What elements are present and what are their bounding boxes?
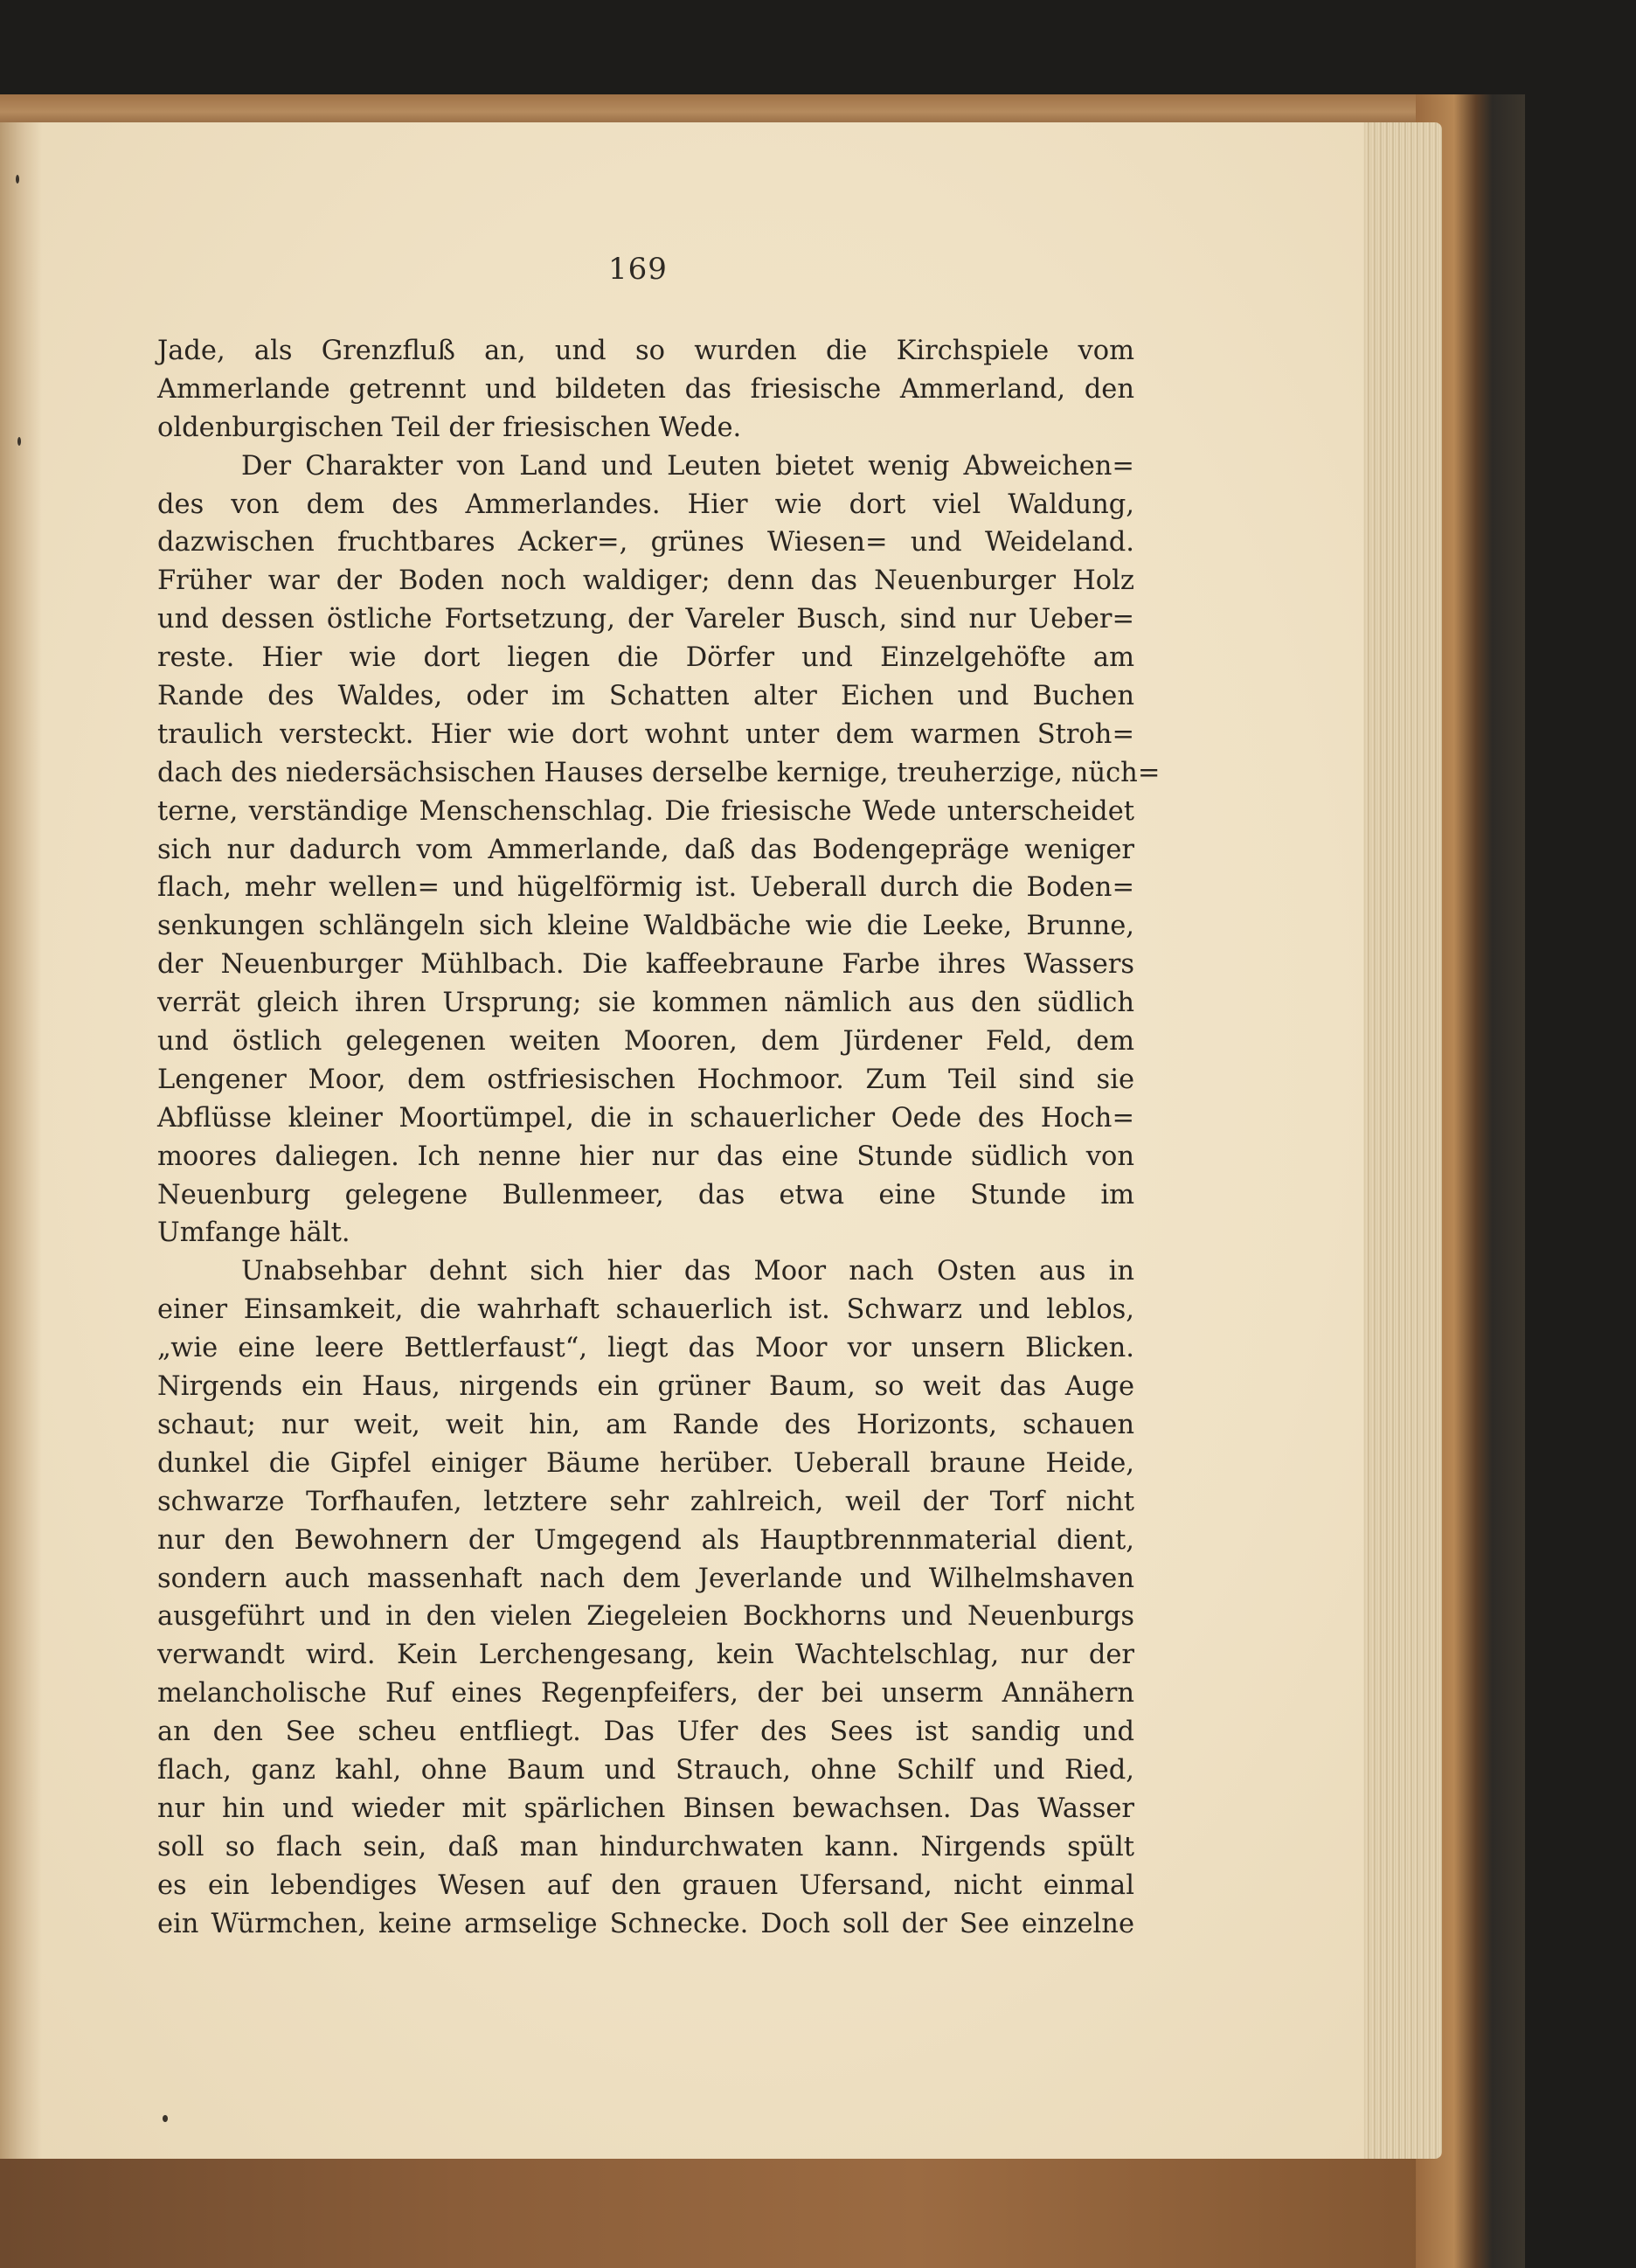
text-line: Neuenburg gelegene Bullenmeer, das etwa eine Stunde im	[157, 1179, 1134, 1210]
paper-speck	[163, 2115, 168, 2122]
text-line: sondern auch massenhaft nach dem Jeverlande und Wilhelmshaven	[157, 1563, 1134, 1594]
text-line: flach, mehr wellen= und hügelförmig ist. Ueberall durch die Boden=	[157, 872, 1134, 904]
paper-speck	[17, 437, 21, 446]
text-line: dach des niedersächsischen Hauses derselbe kernige, treuherzige, nüch=	[157, 757, 1161, 788]
text-line: sich nur dadurch vom Ammerlande, daß das Bodengepräge weniger	[157, 834, 1134, 865]
text-line: einer Einsamkeit, die wahrhaft schauerlich ist. Schwarz und leblos,	[157, 1294, 1134, 1326]
text-line: oldenburgischen Teil der friesischen Wede.	[157, 412, 742, 443]
text-line: es ein lebendiges Wesen auf den grauen Ufersand, nicht einmal	[157, 1869, 1134, 1901]
text-line: schaut; nur weit, weit hin, am Rande des Horizonts, schauen	[157, 1409, 1134, 1440]
body-text	[157, 332, 1161, 1943]
text-line: „wie eine leere Bettlerfaust“, liegt das Moor vor unsern Blicken.	[157, 1333, 1134, 1364]
text-line: Ammerlande getrennt und bildeten das friesische Ammerland, den	[157, 373, 1134, 405]
text-line: moores daliegen. Ich nenne hier nur das eine Stunde südlich von	[157, 1141, 1134, 1172]
text-line: senkungen schlängeln sich kleine Waldbäche wie die Leeke, Brunne,	[157, 911, 1134, 942]
text-line: melancholische Ruf eines Regenpfeifers, der bei unserm Annähern	[157, 1678, 1134, 1710]
text-line: Früher war der Boden noch waldiger; denn das Neuenburger Holz	[157, 565, 1134, 597]
text-line: der Neuenburger Mühlbach. Die kaffeebraune Farbe ihres Wassers	[157, 949, 1134, 981]
text-line: Der Charakter von Land und Leuten bietet wenig Abweichen=	[241, 450, 1134, 482]
text-line: flach, ganz kahl, ohne Baum und Strauch, ohne Schilf und Ried,	[157, 1754, 1134, 1786]
text-line: des von dem des Ammerlandes. Hier wie dort viel Waldung,	[157, 489, 1134, 520]
text-line: Unabsehbar dehnt sich hier das Moor nach Osten aus in	[241, 1256, 1134, 1287]
paper-speck	[16, 175, 19, 184]
text-line: an den See scheu entfliegt. Das Ufer des Sees ist sandig und	[157, 1717, 1134, 1748]
text-line: dunkel die Gipfel einiger Bäume herüber. Ueberall braune Heide,	[157, 1447, 1134, 1479]
text-line: terne, verständige Menschenschlag. Die friesische Wede unterscheidet	[157, 795, 1134, 827]
text-line: dazwischen fruchtbares Acker=, grünes Wiesen= und Weideland.	[157, 527, 1134, 558]
text-line: nur hin und wieder mit spärlichen Binsen bewachsen. Das Wasser	[157, 1793, 1134, 1824]
text-line: Abflüsse kleiner Moortümpel, die in schauerlicher Oede des Hoch=	[157, 1102, 1134, 1134]
text-line: nur den Bewohnern der Umgegend als Hauptbrennmaterial dient,	[157, 1524, 1134, 1556]
text-line: verwandt wird. Kein Lerchengesang, kein Wachtelschlag, nur der	[157, 1640, 1134, 1671]
text-line: Lengener Moor, dem ostfriesischen Hochmoor. Zum Teil sind sie	[157, 1064, 1134, 1095]
text-line: Rande des Waldes, oder im Schatten alter Eichen und Buchen	[157, 681, 1134, 712]
page-number: 169	[608, 252, 668, 287]
text-line: schwarze Torfhaufen, letztere sehr zahlreich, weil der Torf nicht	[157, 1486, 1134, 1517]
text-line: ausgeführt und in den vielen Ziegeleien Bockhorns und Neuenburgs	[157, 1601, 1134, 1633]
text-line: reste. Hier wie dort liegen die Dörfer und Einzelgehöfte am	[157, 642, 1134, 674]
page-gutter	[0, 122, 42, 2159]
text-line: Jade, als Grenzfluß an, und so wurden die Kirchspiele vom	[157, 336, 1134, 366]
text-line: verrät gleich ihren Ursprung; sie kommen nämlich aus den südlich	[157, 988, 1134, 1019]
text-line: Nirgends ein Haus, nirgends ein grüner Baum, so weit das Auge	[157, 1371, 1134, 1403]
text-line: ein Würmchen, keine armselige Schnecke. Doch soll der See einzelne	[157, 1908, 1134, 1939]
text-line: und östlich gelegenen weiten Mooren, dem Jürdener Feld, dem	[157, 1026, 1134, 1058]
text-line: und dessen östliche Fortsetzung, der Vareler Busch, sind nur Ueber=	[157, 604, 1134, 635]
text-line: Umfange hält.	[157, 1217, 350, 1249]
text-line: soll so flach sein, daß man hindurchwaten kann. Nirgends spült	[157, 1831, 1134, 1862]
text-line: traulich versteckt. Hier wie dort wohnt unter dem warmen Stroh=	[157, 718, 1134, 750]
